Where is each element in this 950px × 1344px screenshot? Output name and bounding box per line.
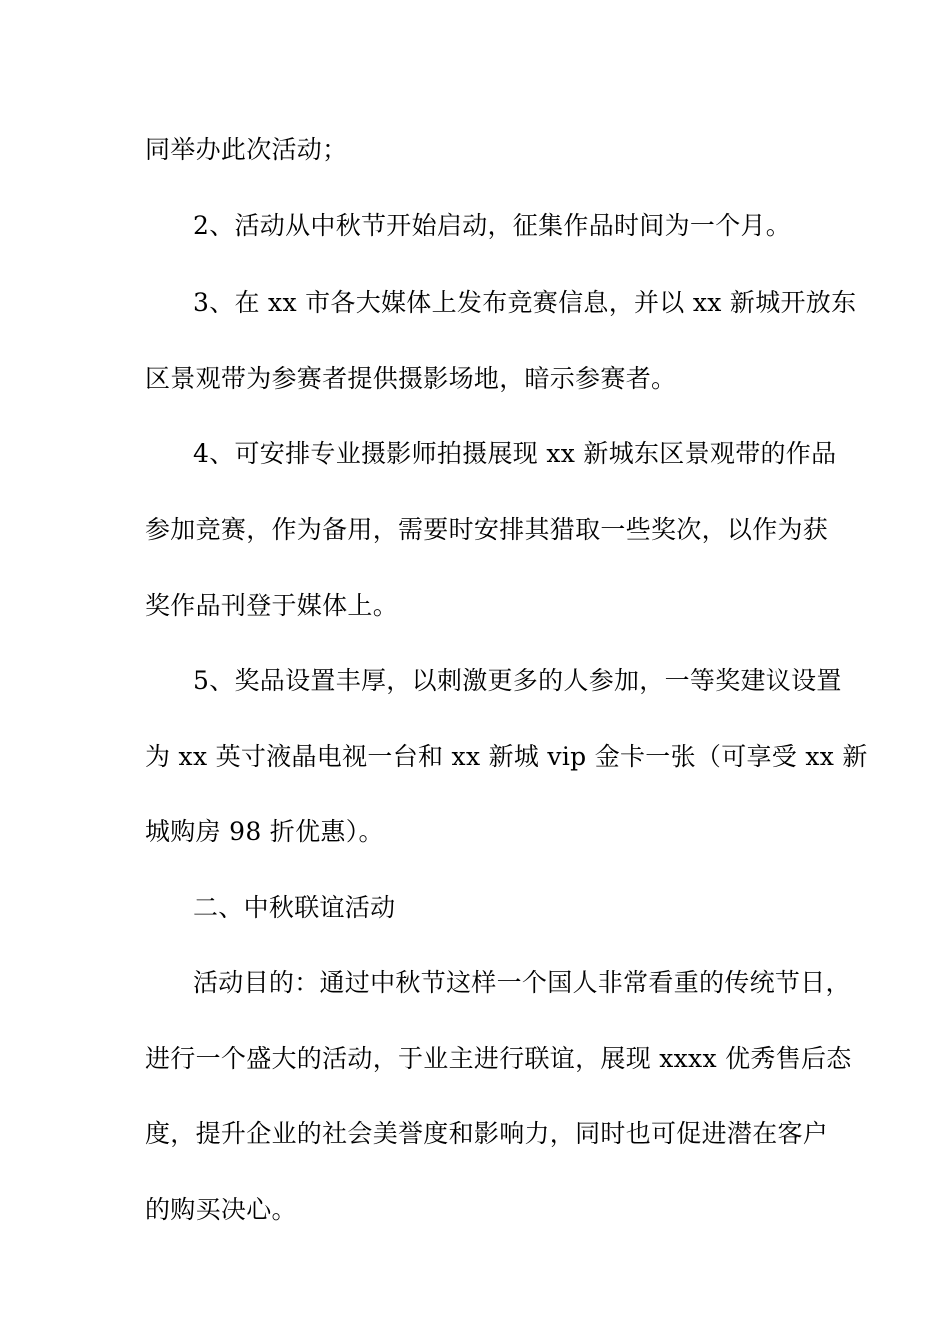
list-item-5-continuation-2: 城购房 98 折优惠）。 (145, 817, 384, 846)
list-item-2: 2、活动从中秋节开始启动，征集作品时间为一个月。 (193, 211, 792, 240)
list-item-4: 4、可安排专业摄影师拍摄展现 xx 新城东区景观带的作品 (193, 439, 837, 468)
list-item-5: 5、奖品设置丰厚，以刺激更多的人参加，一等奖建议设置 (193, 666, 842, 695)
paragraph-line-4: 的购买决心。 (145, 1195, 297, 1224)
list-item-3-continuation: 区景观带为参赛者提供摄影场地，暗示参赛者。 (145, 364, 677, 393)
paragraph-line-1: 活动目的：通过中秋节这样一个国人非常看重的传统节日， (193, 968, 851, 997)
list-item-5-continuation-1: 为 xx 英寸液晶电视一台和 xx 新城 vip 金卡一张（可享受 xx 新 (145, 742, 868, 771)
list-item-3: 3、在 xx 市各大媒体上发布竞赛信息，并以 xx 新城开放东 (193, 288, 857, 317)
list-item-4-continuation-1: 参加竞赛，作为备用，需要时安排其猎取一些奖次，以作为获 (145, 515, 829, 544)
text-line-continuation: 同举办此次活动； (145, 135, 348, 164)
list-item-4-continuation-2: 奖作品刊登于媒体上。 (145, 591, 399, 620)
paragraph-line-2: 进行一个盛大的活动，于业主进行联谊，展现 xxxx 优秀售后态 (145, 1044, 852, 1073)
paragraph-line-3: 度，提升企业的社会美誉度和影响力，同时也可促进潜在客户 (145, 1119, 829, 1148)
section-heading: 二、中秋联谊活动 (193, 893, 396, 922)
